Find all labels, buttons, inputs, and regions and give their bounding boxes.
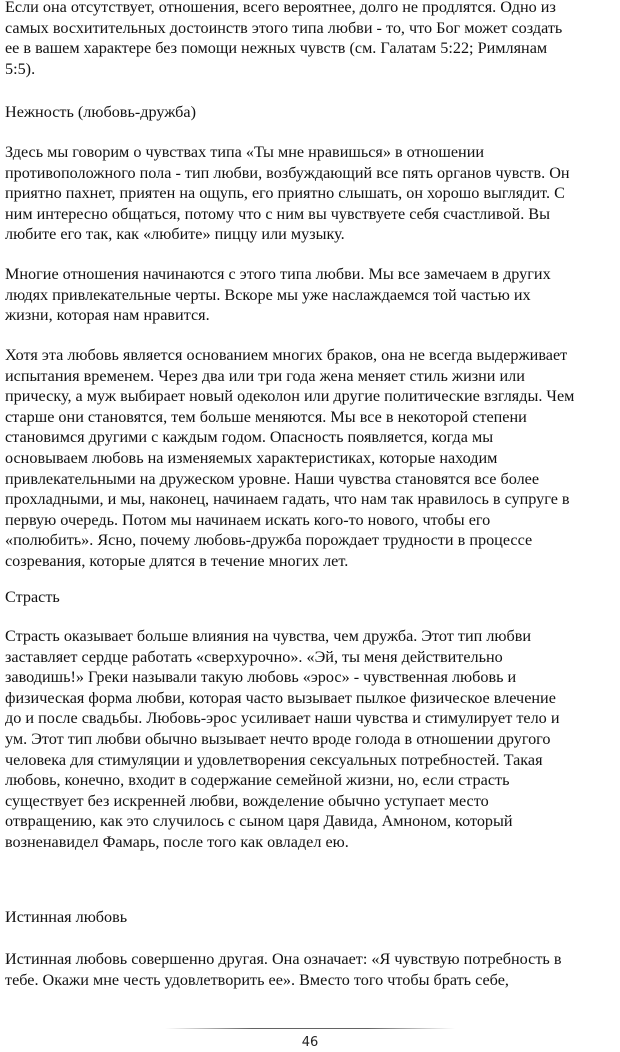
text-line: физическая форма любви, которая часто вызывает пылкое физическое влечение	[5, 688, 556, 707]
text-line: ним интересно общаться, потому что с ним вы чувствуете себя счастливой. Вы	[5, 204, 550, 223]
text-line: противоположного пола - тип любви, возбуждающий все пять органов чувств. Он	[5, 163, 570, 182]
text-line: становимся другими с каждым годом. Опасность появляется, когда мы	[5, 428, 494, 447]
text-line: Истинная любовь совершенно другая. Она означает: «Я чувствую потребность в	[5, 950, 562, 968]
heading-passion: Страсть	[5, 588, 60, 606]
paragraph-tenderness-1	[5, 142, 617, 245]
text-line: любите его так, как «любите» пиццу или музыку.	[5, 225, 345, 244]
text-line: созревания, которые длятся в течение многих лет.	[5, 551, 349, 570]
text-line: жизни, которая нам нравится.	[5, 306, 210, 325]
text-line: Страсть оказывает больше влияния на чувства, чем дружба. Этот тип любви	[5, 627, 532, 645]
text-line: существует без искренней любви, вожделение обычно уступает место	[5, 791, 489, 810]
text-line: человека для стимуляции и удовлетворения сексуальных потребностей. Такая	[5, 750, 543, 769]
heading-true-love: Истинная любовь	[5, 908, 128, 926]
paragraph-tenderness-2	[5, 264, 617, 326]
text-line: Если она отсутствует, отношения, всего вероятнее, долго не продлятся. Одно из	[5, 0, 556, 16]
text-line: 5:5).	[5, 59, 36, 78]
text-line: заводишь!» Греки называли такую любовь «эрос» - чувственная любовь и	[5, 668, 517, 687]
text-line: основываем любовь на изменяемых характеристиках, которые находим	[5, 448, 498, 467]
paragraph-tenderness-3	[5, 345, 617, 572]
text-line: Здесь мы говорим о чувствах типа «Ты мне нравишься» в отношении	[5, 143, 485, 161]
text-line: прическу, а муж выбирает новый одеколон или другие политические взгляды. Чем	[5, 387, 575, 406]
text-line: людях привлекательные черты. Вскоре мы уже наслаждаемся той частью их	[5, 285, 531, 304]
text-line: ум. Этот тип любви обычно вызывает нечто вроде голода в отношении другого	[5, 729, 551, 748]
footer-divider	[165, 1028, 455, 1029]
text-line: испытания временем. Через два или три года жена меняет стиль жизни или	[5, 366, 525, 385]
text-line: до и после свадьбы. Любовь-эрос усиливает наши чувства и стимулирует тело и	[5, 709, 560, 728]
text-line: ее в вашем характере без помощи нежных чувств (см. Галатам 5:22; Римлянам	[5, 39, 548, 58]
paragraph-intro	[5, 0, 617, 79]
text-line: Хотя эта любовь является основанием многих браков, она не всегда выдерживает	[5, 346, 568, 364]
page-number: 46	[301, 1035, 319, 1050]
text-line: самых восхитительных достоинств этого типа любви - то, что Бог может создать	[5, 18, 563, 37]
paragraph-passion-1	[5, 626, 617, 853]
text-line: первую очередь. Потом мы начинаем искать кого-то нового, чтобы его	[5, 510, 491, 529]
text-line: «полюбить». Ясно, почему любовь-дружба порождает трудности в процессе	[5, 531, 533, 550]
text-line: тебе. Окажи мне честь удовлетворить ее». Вместо того чтобы брать себе,	[5, 970, 509, 989]
paragraph-true-love-1	[5, 949, 617, 990]
text-line: прохладными, и мы, наконец, начинаем гадать, что нам так нравилось в супруге в	[5, 490, 570, 509]
text-line: заставляет сердце работать «сверхурочно». «Эй, ты меня действительно	[5, 647, 503, 666]
text-line: возненавидел Фамарь, после того как овладел ею.	[5, 832, 349, 851]
text-line: Многие отношения начинаются с этого типа любви. Мы все замечаем в других	[5, 265, 551, 283]
heading-tenderness: Нежность (любовь-дружба)	[5, 103, 196, 121]
text-line: приятно пахнет, приятен на ощупь, его приятно слышать, он хорошо выглядит. С	[5, 184, 565, 203]
text-line: старше они становятся, тем больше меняются. Мы все в некоторой степени	[5, 407, 527, 426]
text-line: отвращению, как это случилось с сыном царя Давида, Амноном, который	[5, 812, 513, 831]
text-line: любовь, конечно, входит в содержание семейной жизни, но, если страсть	[5, 771, 510, 790]
text-line: привлекательными на дружеском уровне. Наши чувства становятся все более	[5, 469, 540, 488]
